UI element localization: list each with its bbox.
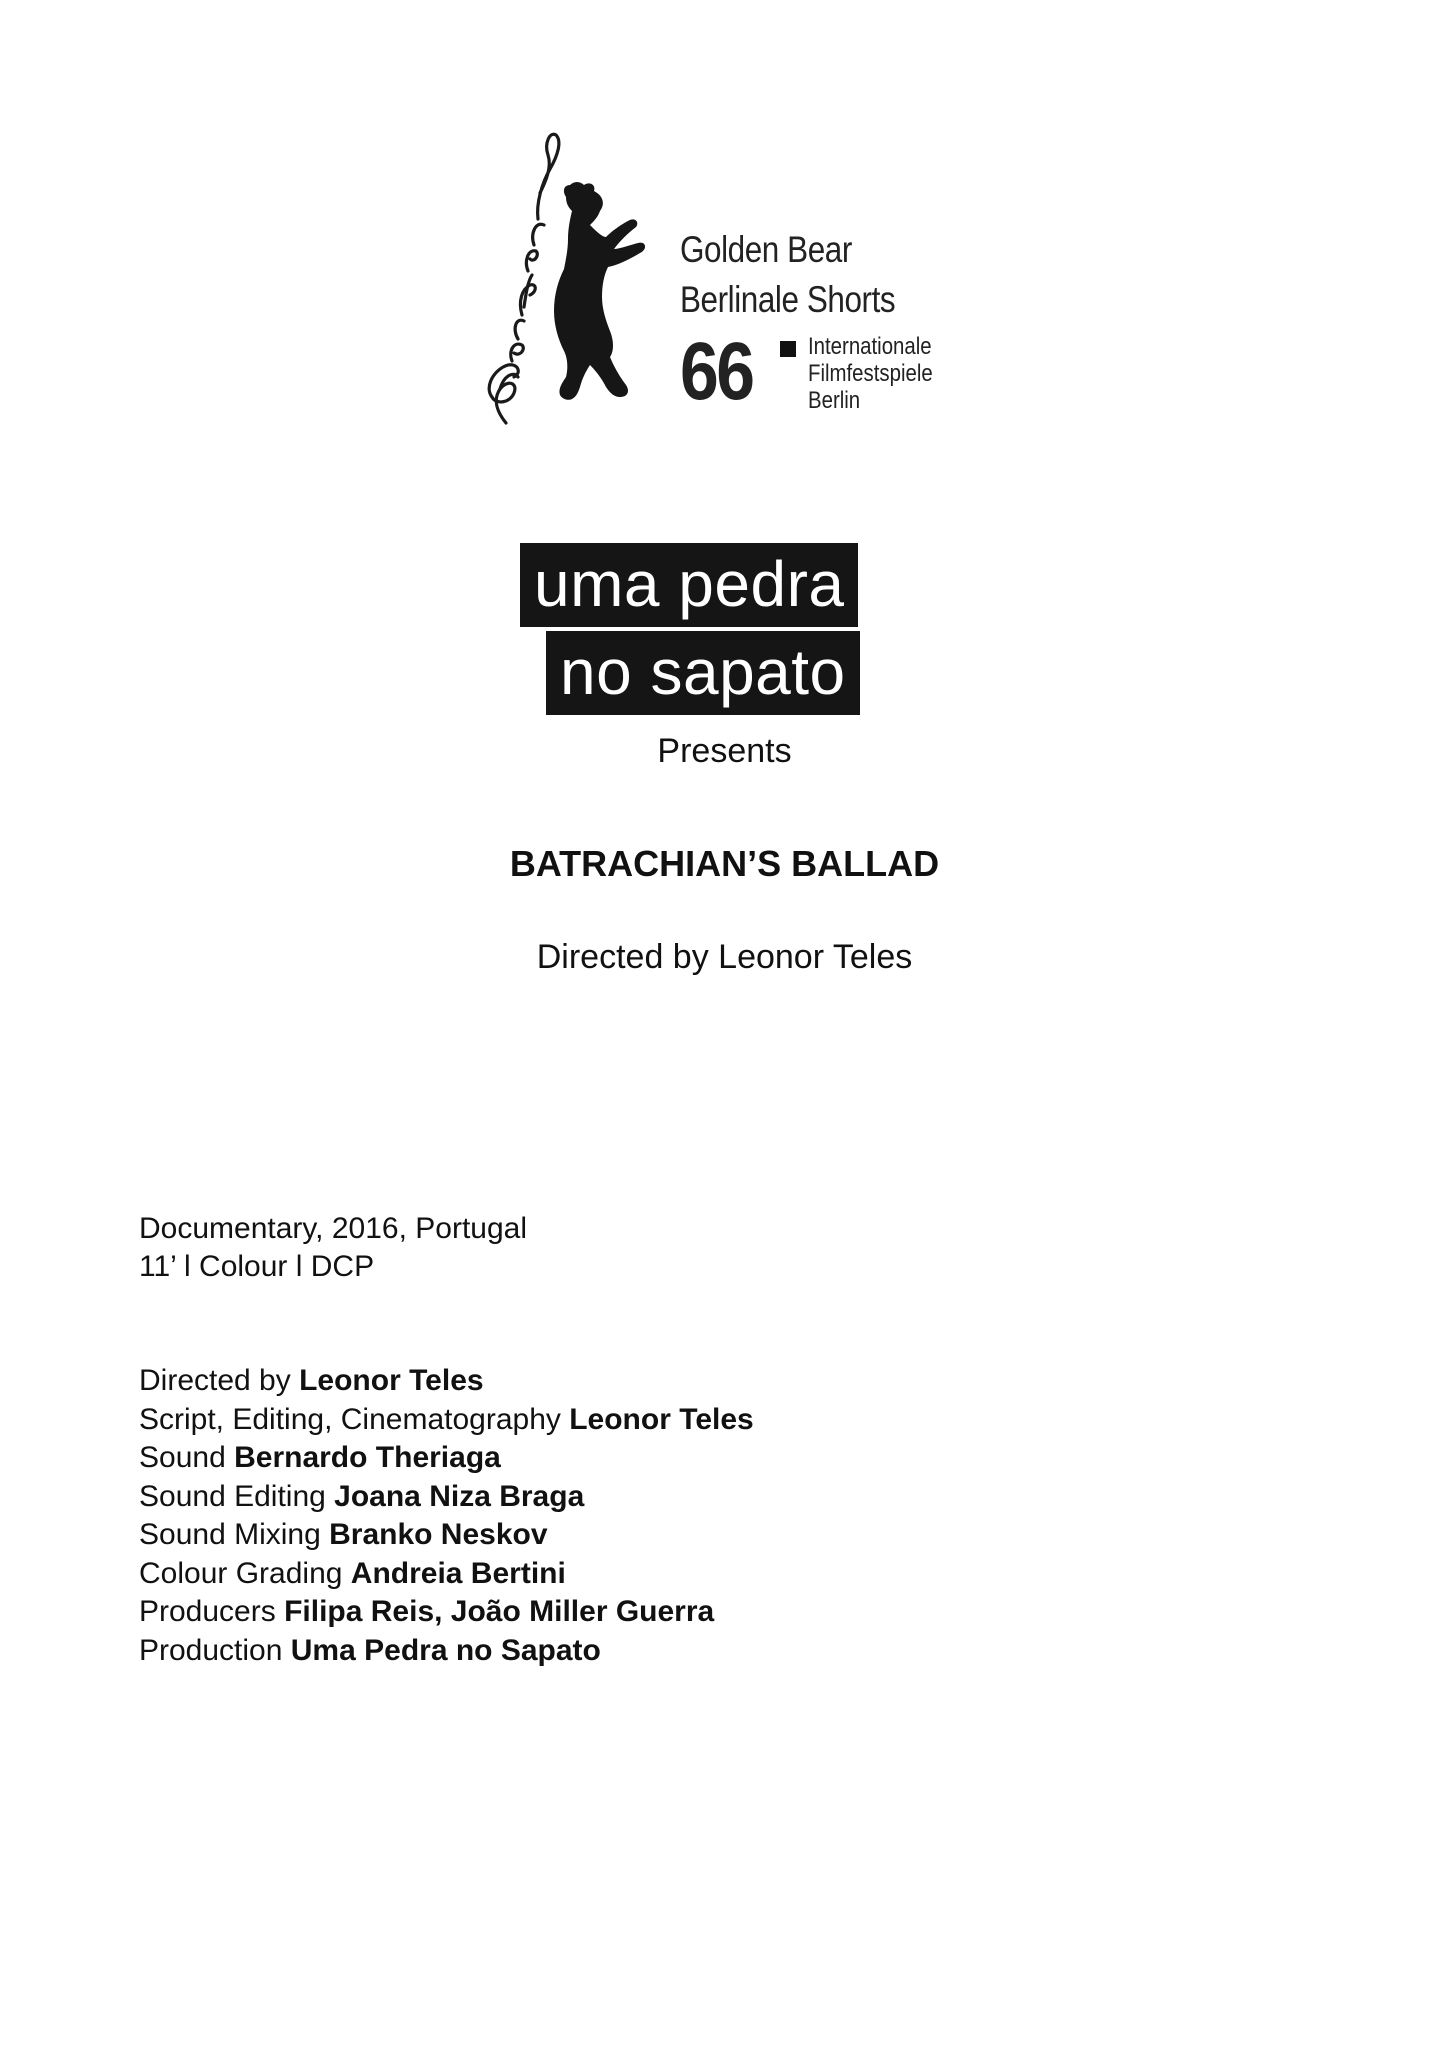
- credit-role: Producers: [139, 1595, 285, 1628]
- credit-role: Colour Grading: [139, 1556, 351, 1590]
- credit-role: Script, Editing, Cinematography: [139, 1402, 570, 1436]
- credit-row: [139, 1516, 754, 1555]
- festival-name: [808, 333, 933, 414]
- festival-line-internationale: Internationale: [808, 333, 932, 360]
- credit-row: [139, 1401, 754, 1440]
- tech-info-genre-year-country: Documentary, 2016, Portugal: [139, 1212, 527, 1245]
- credit-name: Bernardo Theriaga: [234, 1441, 501, 1474]
- credit-row: [139, 1555, 754, 1594]
- producer-logo: [520, 543, 940, 723]
- credit-role: Production: [139, 1633, 291, 1667]
- credit-row: [139, 1593, 754, 1632]
- award-text: [680, 225, 933, 425]
- tech-info-duration-format: 11’ l Colour l DCP: [139, 1250, 375, 1283]
- edition-row: [680, 325, 933, 425]
- berlinale-logo: [478, 125, 978, 435]
- festival-line-berlin: Berlin: [808, 387, 861, 414]
- edition-square-mark: [780, 341, 796, 357]
- credit-role: Sound Mixing: [139, 1518, 330, 1551]
- credits-list: [139, 1362, 754, 1670]
- credit-name: Andreia Bertini: [350, 1556, 566, 1590]
- credit-row: [139, 1439, 754, 1478]
- technical-info: [139, 1210, 527, 1286]
- producer-logo-line-2: no sapato: [546, 631, 860, 715]
- award-line-berlinale-shorts: Berlinale Shorts: [680, 279, 896, 320]
- credit-name: Branko Neskov: [329, 1518, 548, 1551]
- credit-name: Filipa Reis, João Miller Guerra: [284, 1595, 715, 1628]
- credit-role: Sound: [139, 1441, 235, 1474]
- director-line: Directed by Leonor Teles: [536, 938, 913, 976]
- credit-role: Sound Editing: [139, 1479, 335, 1513]
- credit-row: [139, 1632, 754, 1671]
- credit-name: Joana Niza Braga: [334, 1479, 585, 1513]
- award-line-golden-bear: Golden Bear: [680, 229, 852, 270]
- edition-number: 66: [680, 326, 753, 417]
- credit-row: [139, 1362, 754, 1401]
- festival-line-filmfestspiele: Filmfestspiele: [808, 360, 933, 387]
- film-title: BATRACHIAN’S BALLAD: [509, 843, 940, 884]
- credit-role: Directed by: [139, 1364, 300, 1397]
- credit-row: [139, 1478, 754, 1517]
- credit-name: Uma Pedra no Sapato: [290, 1633, 601, 1667]
- credit-name: Leonor Teles: [569, 1402, 754, 1436]
- berlinale-bear-icon: [478, 125, 678, 435]
- credit-name: Leonor Teles: [299, 1364, 484, 1397]
- presents-label: Presents: [657, 732, 792, 770]
- producer-logo-line-1: uma pedra: [520, 543, 858, 627]
